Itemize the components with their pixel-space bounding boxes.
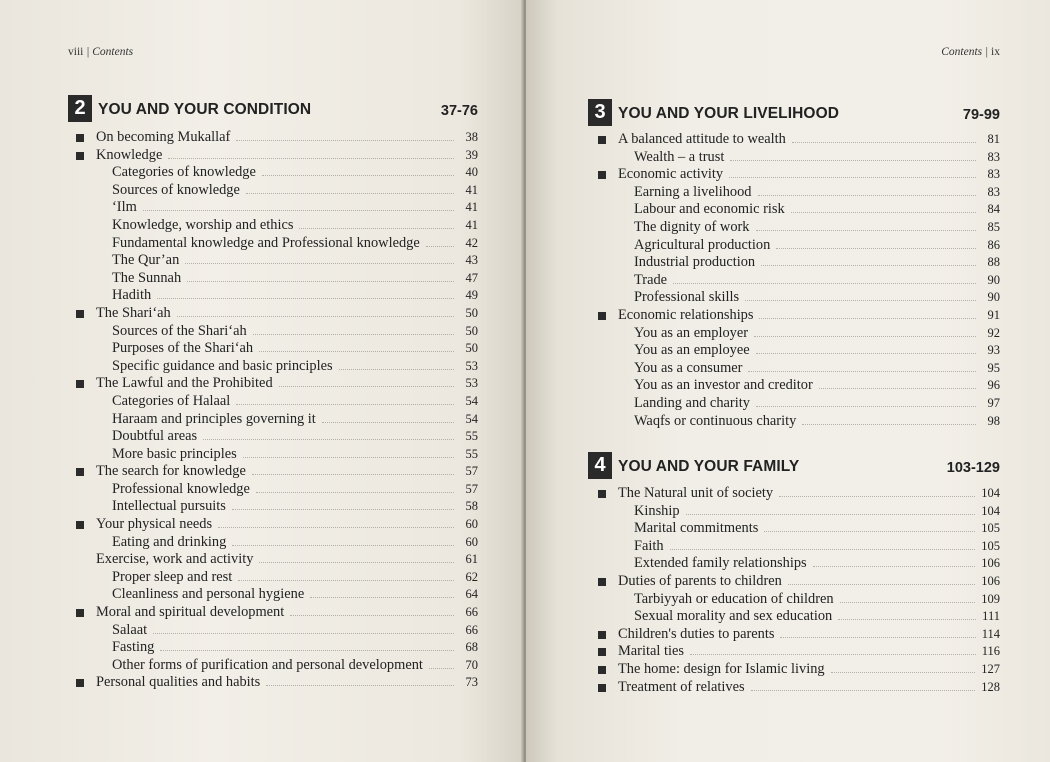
toc-subsection-entry: [76, 270, 478, 288]
toc-entry-label: The Lawful and the Prohibited: [96, 375, 273, 392]
toc-entry-label: Salaat: [112, 621, 148, 638]
toc-entry-page-number: 57: [465, 481, 478, 496]
toc-section-entry: [598, 485, 1000, 503]
toc-entry-label: Intellectual pursuits: [112, 498, 226, 515]
toc-subsection-entry: [76, 428, 478, 446]
toc-list: [598, 131, 1000, 430]
toc-subsection-entry: [76, 287, 478, 305]
toc-entry-page-number: 60: [465, 534, 478, 549]
toc-entry-label: Knowledge, worship and ethics: [112, 216, 294, 233]
toc-entry-label: Exercise, work and activity: [96, 551, 254, 568]
bullet-square-icon: [598, 312, 606, 320]
toc-entry-label: Other forms of purification and personal development: [112, 656, 423, 673]
toc-entry-label: Knowledge: [96, 146, 163, 163]
toc-entry-label: Your physical needs: [96, 516, 213, 533]
toc-entry-page-number: 83: [987, 167, 1000, 182]
dot-leader: [177, 310, 454, 317]
chapter-page-range: 103-129: [946, 460, 1000, 476]
dot-leader: [788, 578, 975, 585]
toc-entry-page-number: 81: [987, 132, 1000, 146]
toc-list: [76, 129, 478, 692]
toc-entry-label: The dignity of work: [634, 218, 750, 235]
toc-subsection-entry: [598, 503, 1000, 521]
dot-leader: [157, 292, 454, 299]
toc-entry-label: A balanced attitude to wealth: [618, 131, 786, 147]
dot-leader: [310, 591, 454, 598]
bullet-square-icon: [76, 152, 84, 160]
toc-entry-label: Haraam and principles governing it: [112, 410, 316, 427]
dot-leader: [253, 328, 454, 335]
dot-leader: [203, 433, 454, 440]
toc-entry-label: Hadith: [112, 287, 152, 304]
toc-section-entry: [598, 573, 1000, 591]
dot-leader: [780, 631, 975, 638]
toc-entry-label: You as an investor and creditor: [634, 377, 813, 394]
toc-subsection-entry: [76, 217, 478, 235]
toc-entry-page-number: 43: [465, 253, 478, 268]
toc-entry-page-number: 66: [465, 622, 478, 637]
dot-leader: [670, 543, 976, 550]
toc-section-entry: [598, 131, 1000, 149]
dot-leader: [160, 644, 454, 651]
toc-entry-label: Fasting: [112, 639, 155, 656]
toc-entry-label: Professional skills: [634, 289, 740, 306]
toc-entry-page-number: 54: [465, 411, 478, 426]
running-head-title: Contents: [92, 46, 134, 58]
toc-entry-page-number: 92: [987, 325, 1000, 340]
toc-section-entry: [76, 147, 478, 165]
toc-entry-label: Wealth – a trust: [634, 148, 725, 165]
toc-entry-page-number: 104: [981, 486, 1000, 500]
dot-leader: [236, 398, 454, 405]
toc-entry-label: Professional knowledge: [112, 480, 250, 497]
toc-entry-label: Sexual morality and sex education: [634, 608, 833, 625]
toc-subsection-entry: [76, 323, 478, 341]
toc-entry-label: Sources of knowledge: [112, 181, 240, 198]
toc-subsection-entry: [76, 252, 478, 270]
toc-entry-label: Earning a livelihood: [634, 183, 752, 200]
running-head-title: Contents: [941, 46, 983, 58]
toc-entry-page-number: 64: [465, 587, 478, 602]
dot-leader: [236, 134, 454, 141]
dot-leader: [426, 240, 454, 247]
toc-section-entry: [76, 305, 478, 323]
dot-leader: [266, 679, 454, 686]
toc-section-entry: [76, 129, 478, 147]
toc-entry-label: Proper sleep and rest: [112, 568, 233, 585]
toc-subsection-entry: [76, 481, 478, 499]
toc-entry-page-number: 105: [981, 538, 1000, 553]
toc-entry-page-number: 50: [465, 341, 478, 356]
toc-section-entry: [598, 166, 1000, 184]
toc-entry-page-number: 127: [981, 661, 1000, 676]
chapter-heading: [588, 452, 1000, 479]
toc-entry-label: Fundamental knowledge and Professional knowledge: [112, 234, 420, 251]
toc-entry-page-number: 41: [465, 182, 478, 197]
page-number: ix: [991, 46, 1000, 58]
toc-entry-page-number: 60: [465, 517, 478, 532]
bullet-square-icon: [76, 134, 84, 142]
toc-subsection-entry: [76, 235, 478, 253]
left-page: [0, 0, 524, 762]
dot-leader: [322, 416, 454, 423]
dot-leader: [748, 365, 976, 372]
toc-subsection-entry: [598, 272, 1000, 290]
toc-entry-page-number: 85: [987, 219, 1000, 234]
dot-leader: [776, 242, 976, 249]
bullet-square-icon: [76, 521, 84, 529]
bullet-square-icon: [598, 136, 606, 144]
running-head-left: viii | Contents: [68, 46, 134, 58]
toc-subsection-entry: [598, 520, 1000, 538]
toc-subsection-entry: [76, 639, 478, 657]
bullet-square-icon: [598, 490, 606, 498]
toc-entry-label: Trade: [634, 271, 668, 288]
dot-leader: [792, 136, 976, 143]
toc-entry-label: Kinship: [634, 502, 680, 519]
toc-entry-page-number: 55: [465, 446, 478, 461]
toc-subsection-entry: [598, 591, 1000, 609]
toc-entry-page-number: 104: [981, 503, 1000, 518]
toc-entry-label: Tarbiyyah or education of children: [634, 590, 834, 607]
toc-entry-page-number: 97: [987, 395, 1000, 410]
toc-entry-page-number: 47: [465, 270, 478, 285]
dot-leader: [756, 347, 976, 354]
toc-entry-label: Categories of Halaal: [112, 392, 231, 409]
toc-entry-label: More basic principles: [112, 445, 237, 462]
toc-entry-page-number: 90: [987, 290, 1000, 305]
toc-entry-page-number: 66: [465, 605, 478, 620]
dot-leader: [690, 648, 976, 655]
dot-leader: [813, 560, 976, 567]
dot-leader: [754, 330, 976, 337]
toc-subsection-entry: [598, 377, 1000, 395]
chapter-heading: [68, 95, 478, 122]
toc-entry-label: Categories of knowledge: [112, 164, 256, 181]
chapter-page-range: 79-99: [962, 107, 1000, 123]
dot-leader: [187, 275, 454, 282]
dot-leader: [745, 294, 976, 301]
dot-leader: [838, 613, 976, 620]
toc-entry-label: Marital commitments: [634, 520, 759, 537]
toc-section-entry: [76, 604, 478, 622]
dot-leader: [259, 345, 454, 352]
chapter-title: YOU AND YOUR LIVELIHOOD: [618, 105, 840, 122]
dot-leader: [756, 224, 976, 231]
toc-entry-page-number: 90: [987, 272, 1000, 287]
toc-entry-page-number: 106: [981, 556, 1000, 571]
toc-subsection-entry: [598, 395, 1000, 413]
toc-subsection-entry: [76, 340, 478, 358]
toc-entry-label: Eating and drinking: [112, 533, 227, 550]
dot-leader: [232, 539, 454, 546]
toc-list: [598, 485, 1000, 696]
dot-leader: [686, 508, 976, 515]
bullet-square-icon: [598, 631, 606, 639]
dot-leader: [218, 521, 454, 528]
bullet-square-icon: [76, 468, 84, 476]
bullet-square-icon: [598, 666, 606, 674]
toc-entry-page-number: 58: [465, 499, 478, 514]
toc-entry-label: The Shari‘ah: [96, 304, 171, 321]
toc-entry-page-number: 111: [982, 609, 1000, 624]
toc-subsection-entry: [76, 498, 478, 516]
toc-entry-page-number: 39: [465, 147, 478, 162]
toc-section-entry: [598, 626, 1000, 644]
dot-leader: [246, 187, 454, 194]
toc-subsection-entry: [598, 325, 1000, 343]
dot-leader: [290, 609, 454, 616]
toc-entry-label: You as an employee: [634, 342, 750, 359]
toc-subsection-entry: [76, 586, 478, 604]
toc-entry-page-number: 62: [465, 569, 478, 584]
toc-subsection-entry: [598, 360, 1000, 378]
dot-leader: [299, 222, 454, 229]
toc-entry-page-number: 50: [465, 305, 478, 320]
dot-leader: [232, 503, 454, 510]
toc-section-entry: [598, 661, 1000, 679]
toc-subsection-entry: [76, 657, 478, 675]
page-number: viii: [68, 46, 84, 58]
toc-entry-label: Economic activity: [618, 166, 724, 183]
toc-entry-label: The search for knowledge: [96, 463, 246, 480]
toc-subsection-entry: [598, 538, 1000, 556]
dot-leader: [831, 666, 976, 673]
dot-leader: [756, 400, 976, 407]
dot-leader: [168, 152, 454, 159]
dot-leader: [143, 204, 454, 211]
toc-subsection-entry: [598, 184, 1000, 202]
toc-entry-page-number: 83: [987, 184, 1000, 199]
chapter-number-badge: 3: [588, 99, 612, 126]
dot-leader: [758, 189, 977, 196]
toc-subsection-entry: [598, 555, 1000, 573]
toc-subsection-entry: [598, 219, 1000, 237]
bullet-square-icon: [598, 578, 606, 586]
dot-leader: [819, 382, 976, 389]
toc-subsection-entry: [76, 534, 478, 552]
toc-entry-page-number: 98: [987, 413, 1000, 428]
toc-entry-label: The home: design for Islamic living: [618, 660, 825, 677]
toc-section-entry: [76, 375, 478, 393]
dot-leader: [252, 468, 454, 475]
dot-leader: [279, 380, 454, 387]
toc-subsection-entry: [598, 608, 1000, 626]
toc-entry-page-number: 109: [981, 591, 1000, 606]
bullet-square-icon: [598, 684, 606, 692]
toc-entry-label: Children's duties to parents: [618, 625, 775, 642]
toc-entry-label: On becoming Mukallaf: [96, 129, 231, 145]
bullet-square-icon: [598, 648, 606, 656]
toc-entry-label: The Natural unit of society: [618, 485, 774, 501]
toc-entry-page-number: 68: [465, 640, 478, 655]
toc-entry-page-number: 42: [465, 235, 478, 250]
dot-leader: [779, 490, 975, 497]
toc-section-entry: [598, 307, 1000, 325]
toc-entry-page-number: 93: [987, 343, 1000, 358]
toc-entry-page-number: 91: [987, 307, 1000, 322]
dot-leader: [339, 363, 454, 370]
toc-entry-page-number: 55: [465, 429, 478, 444]
toc-entry-label: Specific guidance and basic principles: [112, 357, 333, 374]
toc-entry-label: You as an employer: [634, 324, 749, 341]
dot-leader: [791, 206, 976, 213]
dot-leader: [429, 662, 454, 669]
toc-entry-page-number: 40: [465, 165, 478, 180]
dot-leader: [761, 259, 976, 266]
toc-section-entry: [76, 516, 478, 534]
toc-entry-page-number: 53: [465, 376, 478, 391]
toc-entry-label: The Qur’an: [112, 252, 180, 269]
dot-leader: [262, 169, 454, 176]
toc-entry-page-number: 83: [987, 149, 1000, 164]
chapter-number-badge: 4: [588, 452, 612, 479]
dot-leader: [238, 574, 454, 581]
dot-leader: [729, 171, 976, 178]
toc-entry-page-number: 53: [465, 358, 478, 373]
bullet-square-icon: [76, 609, 84, 617]
toc-subsection-entry: [598, 413, 1000, 431]
toc-entry-page-number: 95: [987, 360, 1000, 375]
toc-subsection-entry: [598, 254, 1000, 272]
toc-entry-page-number: 41: [465, 200, 478, 215]
toc-entry-label: Sources of the Shari‘ah: [112, 322, 247, 339]
bullet-square-icon: [76, 310, 84, 318]
toc-entry-label: Waqfs or continuous charity: [634, 412, 797, 429]
toc-entry-label: Doubtful areas: [112, 428, 198, 445]
toc-section-entry: [76, 463, 478, 481]
toc-subsection-entry: [76, 622, 478, 640]
dot-leader: [259, 556, 454, 563]
toc-entry-page-number: 96: [987, 378, 1000, 393]
toc-subsection-entry: [598, 342, 1000, 360]
toc-entry-label: ‘Ilm: [112, 199, 137, 216]
toc-entry-label: You as a consumer: [634, 359, 743, 376]
toc-entry-label: Faith: [634, 537, 664, 554]
toc-subsection-entry: [76, 569, 478, 587]
toc-entry-page-number: 61: [465, 552, 478, 567]
toc-entry-label: Treatment of relatives: [618, 678, 745, 695]
toc-entry-page-number: 38: [465, 130, 478, 144]
toc-entry-label: Landing and charity: [634, 394, 750, 411]
toc-entry-page-number: 70: [465, 657, 478, 672]
toc-entry-page-number: 88: [987, 255, 1000, 270]
toc-subsection-entry: [76, 411, 478, 429]
toc-entry-page-number: 73: [465, 675, 478, 690]
toc-entry-label: Labour and economic risk: [634, 201, 785, 218]
chapter-title: YOU AND YOUR FAMILY: [618, 458, 800, 475]
toc-entry-page-number: 84: [987, 202, 1000, 217]
toc-entry-page-number: 50: [465, 323, 478, 338]
toc-subsection-entry: [76, 393, 478, 411]
dot-leader: [153, 627, 454, 634]
toc-section-entry: [598, 679, 1000, 697]
toc-entry-label: Industrial production: [634, 254, 756, 271]
toc-section-entry: [76, 674, 478, 692]
toc-entry-label: Personal qualities and habits: [96, 674, 261, 691]
right-page: [526, 0, 1050, 762]
chapter-number-badge: 2: [68, 95, 92, 122]
toc-entry-page-number: 105: [981, 521, 1000, 536]
dot-leader: [751, 684, 976, 691]
toc-entry-label: Extended family relationships: [634, 555, 807, 572]
toc-entry-page-number: 128: [981, 679, 1000, 694]
toc-subsection-entry: [76, 551, 478, 569]
toc-subsection-entry: [76, 199, 478, 217]
chapter-heading: [588, 99, 1000, 126]
bullet-square-icon: [598, 171, 606, 179]
toc-subsection-entry: [598, 149, 1000, 167]
toc-entry-page-number: 106: [981, 573, 1000, 588]
toc-entry-label: Cleanliness and personal hygiene: [112, 586, 305, 603]
chapter-title: YOU AND YOUR CONDITION: [98, 101, 312, 118]
toc-entry-label: Agricultural production: [634, 236, 771, 253]
toc-subsection-entry: [76, 164, 478, 182]
chapter-page-range: 37-76: [440, 103, 478, 119]
toc-entry-page-number: 116: [981, 644, 1000, 659]
dot-leader: [840, 596, 976, 603]
toc-section-entry: [598, 643, 1000, 661]
toc-subsection-entry: [598, 289, 1000, 307]
toc-subsection-entry: [76, 446, 478, 464]
toc-entry-page-number: 86: [987, 237, 1000, 252]
running-head-right: Contents | ix: [941, 46, 1000, 58]
dot-leader: [243, 451, 454, 458]
toc-entry-page-number: 54: [465, 393, 478, 408]
toc-entry-page-number: 114: [981, 626, 1000, 641]
toc-subsection-entry: [598, 237, 1000, 255]
dot-leader: [256, 486, 454, 493]
dot-leader: [802, 418, 976, 425]
toc-entry-label: Moral and spiritual development: [96, 604, 285, 621]
toc-entry-label: Marital ties: [618, 643, 684, 660]
toc-entry-label: Duties of parents to children: [618, 572, 782, 589]
toc-subsection-entry: [76, 358, 478, 376]
dot-leader: [759, 312, 976, 319]
dot-leader: [764, 525, 975, 532]
dot-leader: [185, 257, 454, 264]
toc-entry-label: The Sunnah: [112, 269, 182, 286]
toc-subsection-entry: [598, 201, 1000, 219]
dot-leader: [730, 154, 976, 161]
toc-entry-label: Purposes of the Shari‘ah: [112, 340, 254, 357]
toc-entry-page-number: 49: [465, 288, 478, 303]
toc-entry-page-number: 57: [465, 464, 478, 479]
toc-subsection-entry: [76, 182, 478, 200]
toc-entry-page-number: 41: [465, 217, 478, 232]
toc-entry-label: Economic relationships: [618, 306, 754, 323]
bullet-square-icon: [76, 380, 84, 388]
dot-leader: [673, 277, 976, 284]
bullet-square-icon: [76, 679, 84, 687]
